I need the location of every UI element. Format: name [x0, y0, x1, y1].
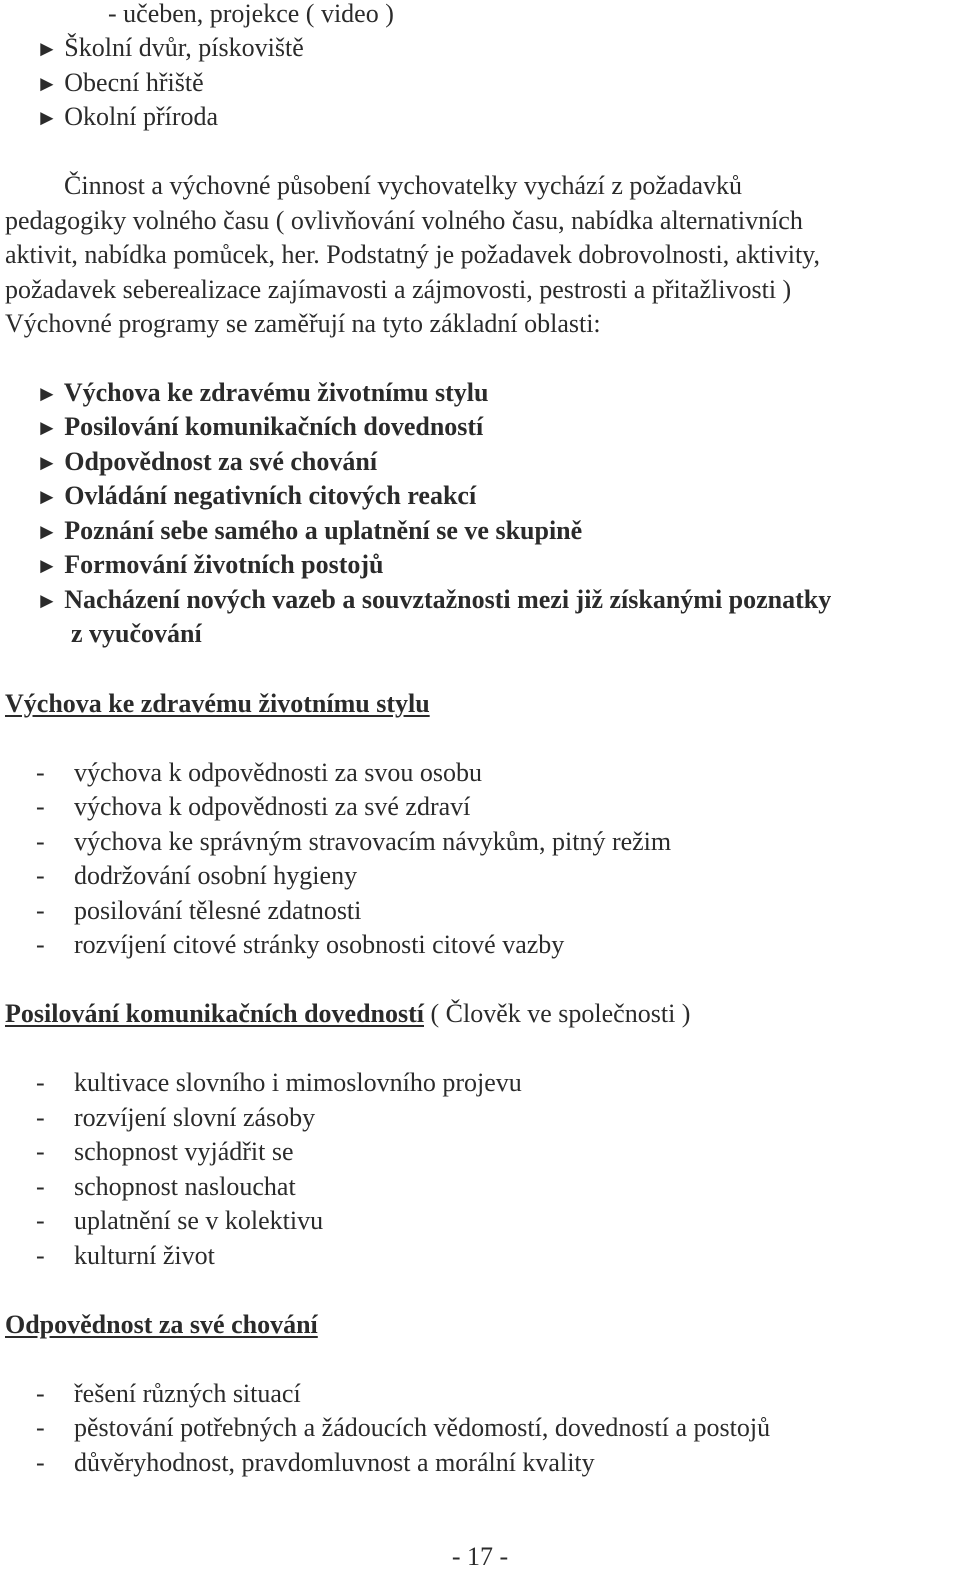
- dash-bullet: -: [36, 1137, 45, 1166]
- list-item: [36, 100, 218, 135]
- section-heading-line: [5, 687, 430, 721]
- list-item: [36, 825, 671, 859]
- bullet-triangle-icon: ►: [36, 381, 58, 406]
- list-item: [36, 1239, 215, 1273]
- area-item: [36, 445, 377, 480]
- page-number: - 17 -: [451, 1542, 509, 1571]
- area-item-label: Poznání sebe samého a uplatnění se ve skupině: [64, 516, 583, 545]
- area-item-label: Nacházení nových vazeb a souvztažnosti mezi již získanými poznatky: [64, 585, 832, 614]
- dash-bullet: -: [36, 930, 45, 959]
- area-item: [36, 583, 831, 618]
- list-item-label: rozvíjení slovní zásoby: [74, 1103, 316, 1132]
- bullet-triangle-icon: ►: [36, 588, 58, 613]
- list-item-label: pěstování potřebných a žádoucích vědomostí, dovedností a postojů: [74, 1413, 771, 1442]
- list-item: [36, 1411, 770, 1445]
- area-item-label: Ovládání negativních citových reakcí: [64, 481, 477, 510]
- list-item-label: kultivace slovního i mimoslovního projevu: [74, 1068, 522, 1097]
- paragraph-line: aktivit, nabídka pomůcek, her. Podstatný je požadavek dobrovolnosti, aktivity,: [5, 240, 820, 269]
- dash-bullet: -: [36, 1413, 45, 1442]
- list-item-label: schopnost vyjádřit se: [74, 1137, 294, 1166]
- area-item-label: Posilování komunikačních dovedností: [64, 412, 484, 441]
- area-item: [36, 514, 582, 549]
- list-item: [36, 790, 470, 824]
- list-item: [36, 859, 357, 893]
- paragraph-line: požadavek seberealizace zajímavosti a zájmovosti, pestrosti a přitažlivosti ): [5, 275, 792, 304]
- bullet-triangle-icon: ►: [36, 553, 58, 578]
- list-item: [36, 1135, 294, 1169]
- list-item-label: uplatnění se v kolektivu: [74, 1206, 324, 1235]
- section-heading-line: [5, 997, 690, 1031]
- list-item-label: Okolní příroda: [64, 102, 219, 131]
- bullet-triangle-icon: ►: [36, 519, 58, 544]
- dash-bullet: -: [36, 792, 45, 821]
- area-item: [36, 548, 384, 583]
- dash-bullet: -: [36, 1379, 45, 1408]
- list-item: [36, 1101, 315, 1135]
- section-heading-line: [5, 1308, 318, 1342]
- bullet-triangle-icon: ►: [36, 105, 58, 130]
- bullet-triangle-icon: ►: [36, 415, 58, 440]
- dash-bullet: -: [36, 1448, 45, 1477]
- list-item: [36, 1204, 323, 1238]
- list-item-label: Obecní hřiště: [64, 68, 204, 97]
- list-item-label: Školní dvůr, pískoviště: [64, 33, 304, 62]
- bullet-triangle-icon: ►: [36, 484, 58, 509]
- area-item-label: Odpovědnost za své chování: [64, 447, 378, 476]
- list-item: [36, 1066, 522, 1100]
- dash-bullet: -: [36, 1206, 45, 1235]
- dash-bullet: -: [36, 896, 45, 925]
- list-item-label: dodržování osobní hygieny: [74, 861, 358, 890]
- section-subtitle: ( Člověk ve společnosti ): [424, 999, 691, 1028]
- bullet-triangle-icon: ►: [36, 71, 58, 96]
- dash-bullet: -: [36, 1103, 45, 1132]
- list-item-label: výchova k odpovědnosti za své zdraví: [74, 792, 471, 821]
- list-item: [36, 66, 204, 101]
- list-item: [36, 894, 361, 928]
- bullet-triangle-icon: ►: [36, 36, 58, 61]
- area-item-label: Formování životních postojů: [64, 550, 384, 579]
- area-item-continuation: z vyučování: [71, 619, 202, 648]
- list-item: [36, 1446, 595, 1480]
- paragraph-line: pedagogiky volného času ( ovlivňování volného času, nabídka alternativních: [5, 206, 803, 235]
- area-item: [36, 410, 483, 445]
- list-item: [36, 1377, 301, 1411]
- dash-bullet: -: [36, 1241, 45, 1270]
- list-item-label: výchova k odpovědnosti za svou osobu: [74, 758, 483, 787]
- bullet-triangle-icon: ►: [36, 450, 58, 475]
- dash-bullet: -: [36, 861, 45, 890]
- list-item: [36, 31, 304, 66]
- section-heading: Odpovědnost za své chování: [5, 1310, 318, 1339]
- dash-bullet: -: [36, 758, 45, 787]
- list-item-label: posilování tělesné zdatnosti: [74, 896, 362, 925]
- list-item-label: výchova ke správným stravovacím návykům, pitný režim: [74, 827, 672, 856]
- list-item-label: důvěryhodnost, pravdomluvnost a morální kvality: [74, 1448, 595, 1477]
- area-item: [36, 479, 476, 514]
- area-item-label: Výchova ke zdravému životnímu stylu: [63, 378, 489, 407]
- dash-bullet: -: [36, 1068, 45, 1097]
- list-item-label: řešení různých situací: [74, 1379, 301, 1408]
- dash-bullet: -: [36, 827, 45, 856]
- dash-bullet: -: [36, 1172, 45, 1201]
- list-item: [36, 928, 564, 962]
- paragraph-line: Činnost a výchovné působení vychovatelky vychází z požadavků: [64, 171, 742, 200]
- section-heading: Výchova ke zdravému životnímu stylu: [5, 689, 430, 718]
- area-item: [36, 376, 488, 411]
- list-item-label: kulturní život: [74, 1241, 215, 1270]
- list-item-label: schopnost naslouchat: [74, 1172, 296, 1201]
- list-item-label: rozvíjení citové stránky osobnosti citové vazby: [74, 930, 565, 959]
- list-continuation: - učeben, projekce ( video ): [108, 0, 394, 28]
- paragraph-line: Výchovné programy se zaměřují na tyto základní oblasti:: [5, 309, 601, 338]
- section-heading: Posilování komunikačních dovedností: [5, 999, 424, 1028]
- list-item: [36, 756, 482, 790]
- list-item: [36, 1170, 296, 1204]
